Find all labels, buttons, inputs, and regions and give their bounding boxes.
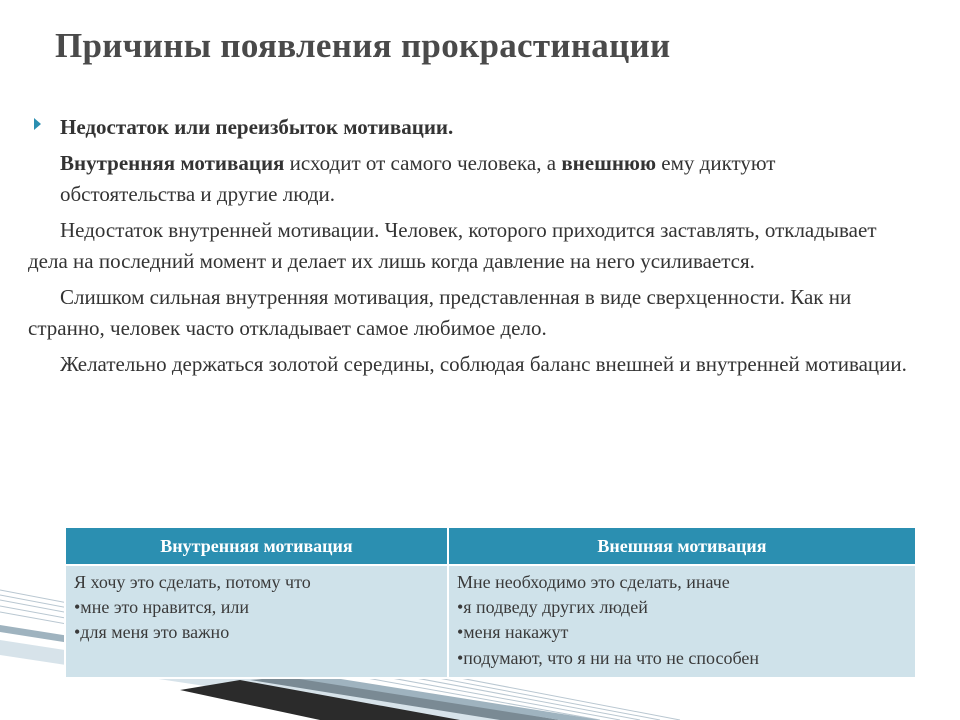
table-header-row — [65, 527, 916, 565]
bold-internal-motivation: Внутренняя мотивация — [60, 150, 285, 175]
paragraph-strong-motivation: Слишком сильная внутренняя мотивация, представленная в виде сверхценности. Как ни странно, человек часто откладывает самое любимое дело. — [28, 284, 852, 340]
header-internal: Внутренняя мотивация — [65, 527, 448, 565]
page-title: Причины появления прокрастинации — [55, 26, 671, 65]
table-row — [65, 565, 916, 678]
para1-text1: исходит от самого человека, а — [284, 150, 562, 175]
paragraph-motivation-definition — [28, 148, 908, 211]
header-external: Внешняя мотивация — [448, 527, 916, 565]
cell-line: •я подведу других людей — [456, 597, 648, 618]
cell-line: •меня накажут — [456, 622, 569, 643]
para1-text2: ему диктуют обстоятельства и другие люди. — [60, 150, 776, 206]
triangle-bullet-icon — [34, 118, 41, 130]
cell-line: Я хочу это сделать, потому что — [74, 572, 311, 592]
main-content — [28, 112, 908, 384]
cell-line: •для меня это важно — [74, 622, 230, 643]
motivation-table — [64, 526, 917, 679]
bullet-item — [28, 112, 908, 144]
cell-line: •мне это нравится, или — [74, 597, 250, 618]
bold-external: внешнюю — [561, 150, 657, 175]
cell-line: Мне необходимо это сделать, иначе — [456, 572, 730, 592]
cell-line: •подумают, что я ни на что не способен — [456, 647, 760, 668]
bullet-text: Недостаток или переизбыток мотивации. — [60, 115, 454, 139]
cell-internal — [65, 565, 448, 678]
paragraph-lack-motivation: Недостаток внутренней мотивации. Человек, которого приходится заставлять, откладывает дела на последний момент и делает их лишь когда давление на него усиливается. — [28, 217, 877, 273]
paragraph-balance: Желательно держаться золотой середины, соблюдая баланс внешней и внутренней мотивации. — [60, 351, 907, 376]
cell-external — [448, 565, 916, 678]
